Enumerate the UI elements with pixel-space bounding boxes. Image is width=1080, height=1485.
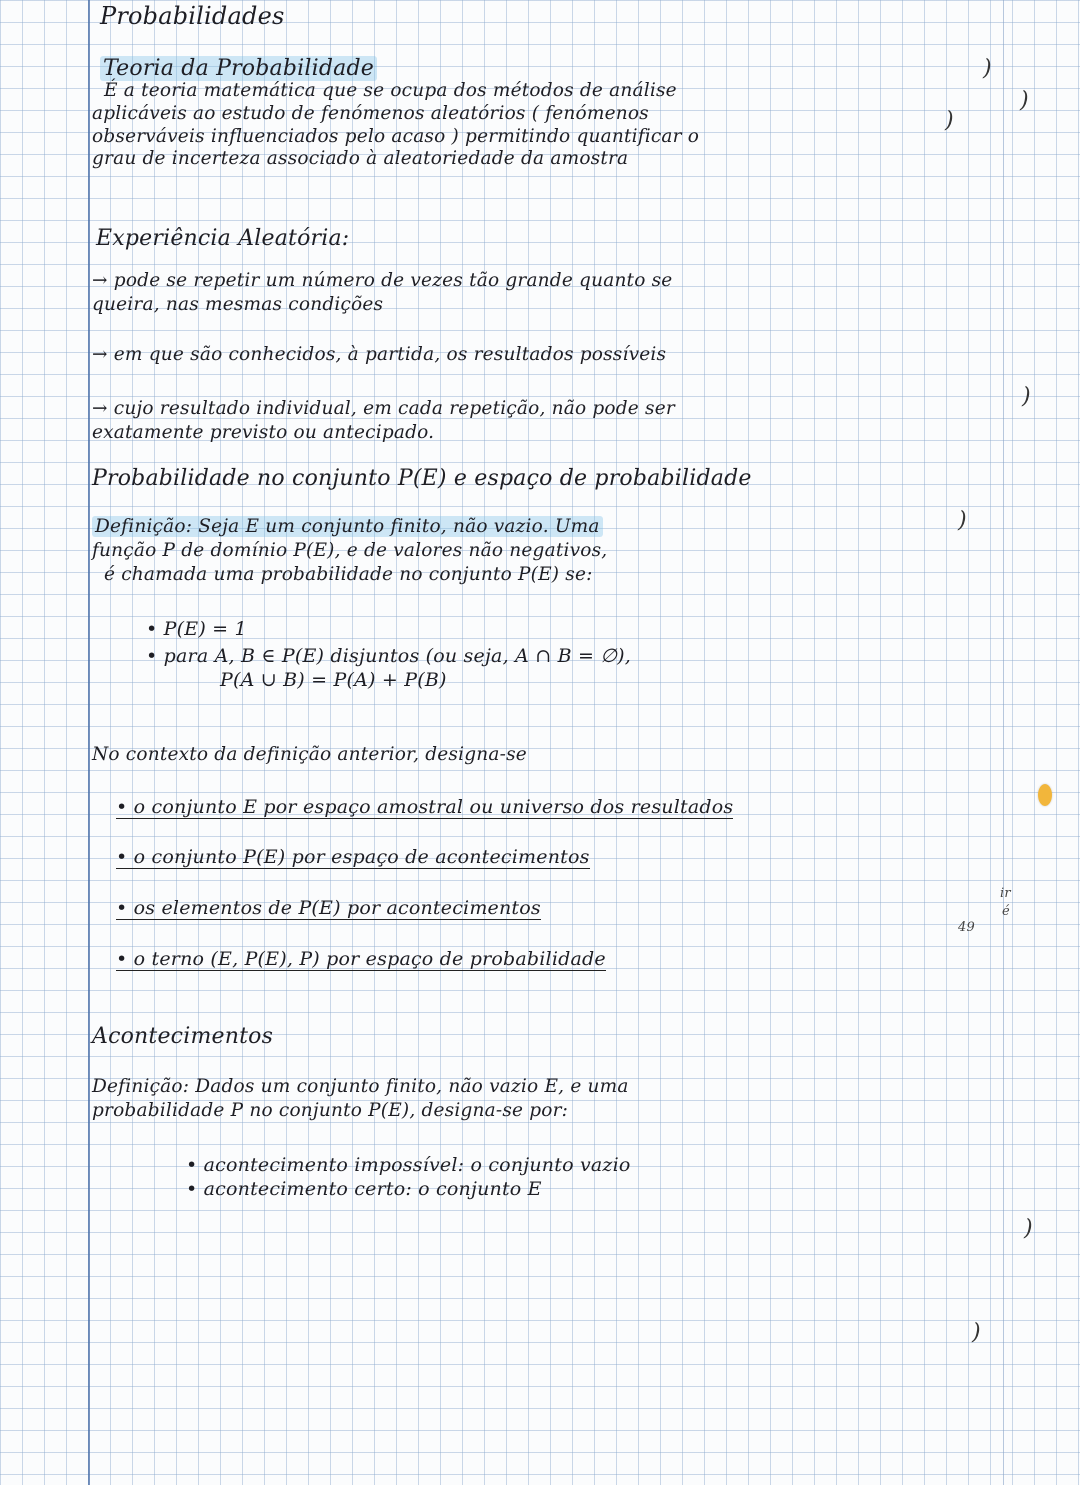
margin-mark-1: )	[983, 56, 992, 81]
experience-heading: Experiência Aleatória:	[96, 226, 350, 251]
experience-item-3-line-2: exatamente previsto ou antecipado.	[92, 422, 435, 443]
events-definition-line-1: Definição: Dados um conjunto finito, não vazio E, e uma	[92, 1076, 629, 1097]
events-definition-line-2: probabilidade P no conjunto P(E), designa-se por:	[92, 1100, 569, 1121]
margin-note-1: 49	[958, 920, 975, 935]
page-title: Probabilidades	[100, 2, 285, 30]
context-bullet-4-text: • o terno (E, P(E), P) por espaço de probabilidade	[116, 948, 606, 970]
theory-line-1: É a teoria matemática que se ocupa dos métodos de análise	[104, 80, 677, 101]
margin-mark-5: )	[958, 508, 967, 533]
experience-item-3-line-1: → cujo resultado individual, em cada repetição, não pode ser	[92, 398, 675, 419]
margin-note-3: é	[1002, 904, 1010, 919]
margin-mark-4: )	[1022, 384, 1031, 409]
context-bullet-1-text: • o conjunto E por espaço amostral ou universo dos resultados	[116, 796, 734, 818]
context-bullet-3-text: • os elementos de P(E) por acontecimentos	[116, 897, 541, 919]
margin-mark-7: )	[972, 1320, 981, 1345]
events-heading: Acontecimentos	[92, 1024, 274, 1049]
context-intro: No contexto da definição anterior, designa-se	[92, 744, 527, 765]
condition-2: • para A, B ∈ P(E) disjuntos (ou seja, A ∩ B = ∅),	[146, 645, 631, 667]
condition-1: • P(E) = 1	[146, 618, 247, 640]
events-bullet-1: • acontecimento impossível: o conjunto vazio	[186, 1154, 631, 1176]
definition-line-1	[92, 516, 603, 537]
probability-set-heading: Probabilidade no conjunto P(E) e espaço de probabilidade	[92, 466, 752, 491]
context-bullet-2-text: • o conjunto P(E) por espaço de acontecimentos	[116, 846, 590, 868]
yellow-tab-mark	[1038, 784, 1052, 806]
left-margin-line	[88, 0, 90, 1485]
margin-mark-3: )	[1020, 88, 1029, 113]
context-bullet-2	[116, 846, 590, 868]
context-bullet-1	[116, 796, 733, 818]
experience-item-1-line-1: → pode se repetir um número de vezes tão grande quanto se	[92, 270, 673, 291]
events-bullet-2: • acontecimento certo: o conjunto E	[186, 1178, 542, 1200]
theory-line-4: grau de incerteza associado à aleatoriedade da amostra	[92, 148, 629, 169]
experience-item-2-line-1: → em que são conhecidos, à partida, os resultados possíveis	[92, 344, 667, 365]
margin-mark-2: )	[945, 108, 954, 133]
margin-note-2: ir	[1000, 886, 1011, 901]
right-margin-line	[1003, 0, 1004, 1485]
definition-line-2: função P de domínio P(E), e de valores não negativos,	[92, 540, 608, 561]
theory-heading-text: Teoria da Probabilidade	[100, 56, 377, 81]
definition-line-1-text: Definição: Seja E um conjunto finito, não vazio. Uma	[92, 516, 603, 537]
context-bullet-3	[116, 897, 541, 919]
theory-heading	[100, 56, 377, 81]
additivity-formula: P(A ∪ B) = P(A) + P(B)	[220, 669, 447, 691]
theory-line-3: observáveis influenciados pelo acaso ) permitindo quantificar o	[92, 126, 700, 147]
margin-mark-6: )	[1024, 1216, 1033, 1241]
definition-line-3: é chamada uma probabilidade no conjunto P(E) se:	[104, 564, 593, 585]
experience-item-1-line-2: queira, nas mesmas condições	[92, 294, 384, 315]
theory-line-2: aplicáveis ao estudo de fenómenos aleatórios ( fenómenos	[92, 103, 649, 124]
context-bullet-4	[116, 948, 606, 970]
